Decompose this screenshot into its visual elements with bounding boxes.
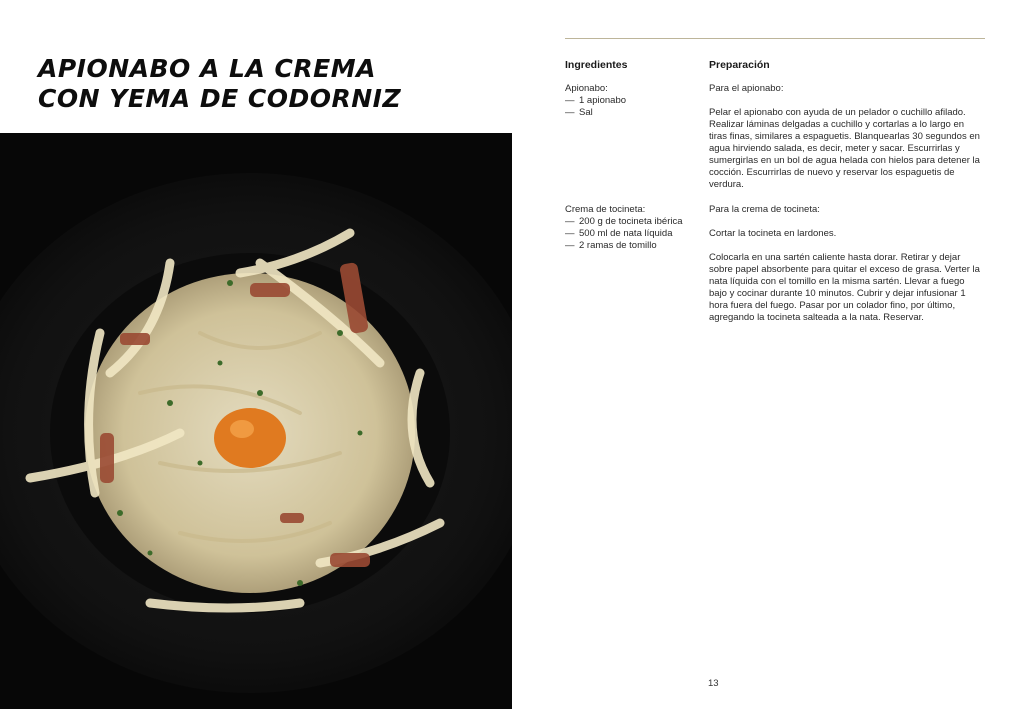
ingredient-text: 2 ramas de tomillo (579, 240, 657, 251)
recipe-title-line-1: APIONABO A LA CREMA (38, 54, 376, 83)
ingredient-item (565, 240, 705, 252)
preparation-paragraph: Pelar el apionabo con ayuda de un pelador o cuchillo afilado. Realizar láminas delgadas a cuchillo y cortarlas a lo largo en tiras finas, similares a espaguetis. Blanquearlas 30 segundos en agua hirviendo salada, es decir, meter y sacar. Escurrirlas y sumergirlas en un bol de agua helada con hielos para detener la cocción. Escurrirlas de nuevo y reservar los espaguetis de verdura. (709, 107, 980, 190)
ingredient-item (565, 216, 705, 228)
pasta-plate-illustration (0, 133, 512, 709)
preparation-paragraph: Cortar la tocineta en lardones. (709, 228, 837, 239)
ingredient-list (565, 216, 705, 252)
ingredients-heading: Ingredientes (565, 59, 628, 71)
dash-mark: — (565, 228, 575, 239)
ingredient-group-label: Apionabo: (565, 83, 608, 94)
ingredient-list (565, 95, 700, 119)
ingredient-item (565, 95, 700, 107)
preparation-crema (709, 204, 981, 324)
ingredient-group-apionabo (565, 83, 700, 119)
ingredient-item (565, 107, 700, 119)
preparation-subtitle: Para la crema de tocineta: (709, 204, 820, 215)
preparation-paragraph: Colocarla en una sartén caliente hasta dorar. Retirar y dejar sobre papel absorbente para quitar el exceso de grasa. Verter la nata líquida con el tomillo en la misma sartén. Llevar a fuego bajo y cocinar durante 10 minutos. Cubrir y dejar infusionar 1 hora fuera del fuego. Pasar por un colador fino, por último, agregando la tocineta salteada a la nata. Reservar. (709, 252, 980, 323)
dash-mark: — (565, 240, 575, 251)
recipe-title-line-2: CON YEMA DE CODORNIZ (38, 84, 402, 113)
ingredient-text: 1 apionabo (579, 95, 627, 106)
dash-mark: — (565, 107, 575, 118)
ingredient-group-label: Crema de tocineta: (565, 204, 646, 215)
ingredient-text: 200 g de tocineta ibérica (579, 216, 683, 227)
ingredient-item (565, 228, 705, 240)
top-rule (565, 38, 985, 39)
ingredient-text: Sal (579, 107, 593, 118)
dash-mark: — (565, 216, 575, 227)
preparation-subtitle: Para el apionabo: (709, 83, 784, 94)
recipe-title (38, 54, 401, 114)
preparation-heading: Preparación (709, 59, 770, 71)
preparation-apionabo (709, 83, 981, 191)
page-number: 13 (708, 678, 719, 689)
dish-photo (0, 133, 512, 709)
ingredient-group-crema (565, 204, 705, 252)
dash-mark: — (565, 95, 575, 106)
ingredient-text: 500 ml de nata líquida (579, 228, 673, 239)
